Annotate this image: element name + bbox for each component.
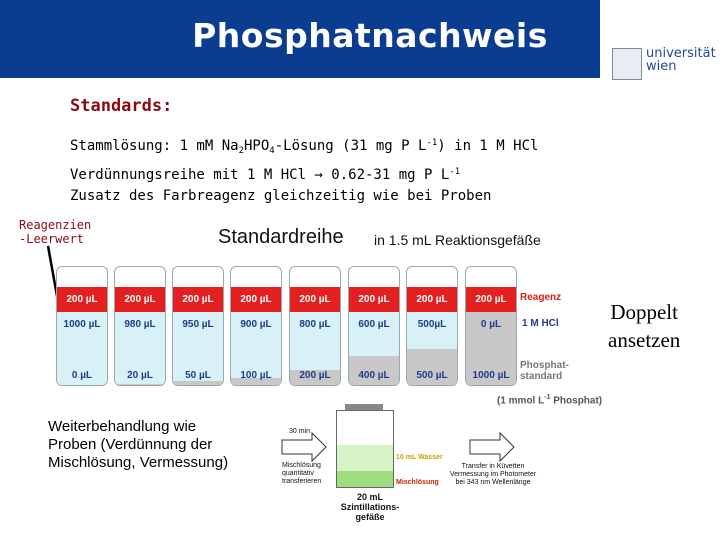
figure-subtitle: in 1.5 mL Reaktionsgefäße	[374, 232, 541, 248]
slide-title: Phosphatnachweis	[192, 16, 548, 55]
logo-text-line2: wien	[646, 59, 677, 74]
body-line-1: Stammlösung: 1 mM $Na_2HPO_4$-Lösung (31 mg P $L^{-1}$) in 1 M HCl	[70, 138, 539, 156]
legend-hcl: 1 M HCl	[522, 318, 559, 329]
hcl-volume: 0 µL	[480, 319, 502, 330]
reagent-volume: 200 µL	[240, 294, 272, 305]
standard-volume: 100 µL	[240, 370, 272, 381]
hcl-volume: 500µL	[417, 319, 447, 330]
arrow1-time: 30 min	[289, 428, 311, 435]
reagent-volume: 200 µL	[182, 294, 214, 305]
mix-label: Mischlösung	[396, 479, 439, 486]
reagent-volume: 200 µL	[358, 294, 390, 305]
side-note: Doppelt ansetzen	[608, 300, 681, 352]
reagent-volume: 200 µL	[66, 294, 98, 305]
standard-volume: 200 µL	[299, 370, 331, 381]
vessel-label: 20 mL Szintillations- gefäße	[340, 492, 400, 522]
hcl-volume: 1000 µL	[63, 319, 101, 330]
legend-standard: Phosphat- standard	[520, 360, 569, 382]
body-line-3: Zusatz des Farbreagenz gleichzeitig wie bei Proben	[70, 188, 492, 204]
arrow1-caption: Mischlösung quantitativ transferieren	[282, 462, 322, 485]
reagent-volume: 200 µL	[475, 294, 507, 305]
logo-text-line1: universität	[646, 46, 716, 61]
legend-reagenz: Reagenz	[520, 292, 562, 303]
reagent-volume: 200 µL	[299, 294, 331, 305]
standard-volume: 20 µL	[127, 370, 153, 381]
reagent-blank-label: Reagenzien -Leerwert	[19, 218, 92, 246]
body-line-2: Verdünnungsreihe mit 1 M HCl → 0.62-31 mg P $L^{-1}$	[70, 167, 461, 183]
section-heading: Standards:	[70, 96, 173, 116]
reagent-volume: 200 µL	[416, 294, 448, 305]
hcl-volume: 950 µL	[182, 319, 214, 330]
figure-title: Standardreihe	[218, 226, 344, 248]
standard-volume: 0 µL	[71, 370, 93, 381]
hcl-volume: 600 µL	[358, 319, 390, 330]
standard-volume: 50 µL	[185, 370, 211, 381]
standard-volume: 400 µL	[358, 370, 390, 381]
further-treatment-text: Weiterbehandlung wie Proben (Verdünnung der Mischlösung, Vermessung)	[48, 418, 229, 471]
reagent-volume: 200 µL	[124, 294, 156, 305]
hcl-volume: 980 µL	[124, 319, 156, 330]
scintillation-vessel	[336, 410, 394, 488]
hcl-volume: 800 µL	[299, 319, 331, 330]
standard-volume: 500 µL	[416, 370, 448, 381]
standard-volume: 1000 µL	[472, 370, 510, 381]
arrow2-caption: Transfer in Küvetten Vermessung im Photometer bei 343 nm Wellenlänge	[449, 463, 537, 486]
legend-standard-conc: (1 mmol $L^{-1}$ Phosphat)	[497, 394, 603, 407]
hcl-volume: 900 µL	[240, 319, 272, 330]
water-label: 10 mL Wasser	[396, 454, 443, 461]
